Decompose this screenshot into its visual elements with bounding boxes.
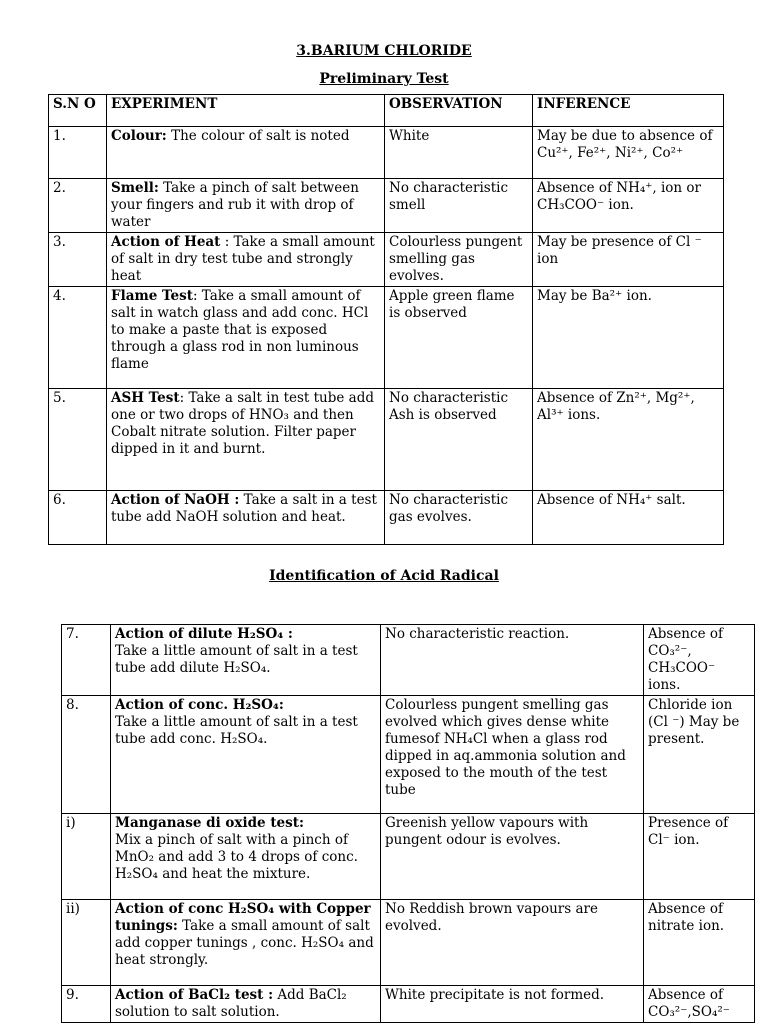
row-observation: White xyxy=(385,127,533,179)
row-observation: Colourless pungent smelling gas evolves. xyxy=(385,233,533,287)
experiment-name: Action of conc. H₂SO₄: xyxy=(115,697,284,713)
row-inference: Absence of CO₃²⁻,SO₄²⁻ xyxy=(644,986,755,1023)
experiment-name: Action of Heat xyxy=(111,234,221,250)
row-inference: May be presence of Cl ⁻ ion xyxy=(533,233,724,287)
row-observation: Greenish yellow vapours with pungent odour is evolves. xyxy=(381,814,644,900)
row-sno: 5. xyxy=(49,389,107,491)
row-experiment xyxy=(111,900,381,986)
experiment-name: Colour: xyxy=(111,128,167,144)
row-experiment xyxy=(111,696,381,814)
experiment-procedure: Take a pinch of salt between your fingers and rub it with drop of water xyxy=(111,180,359,230)
table-row xyxy=(49,179,724,233)
row-inference: Absence of CO₃²⁻, CH₃COO⁻ ions. xyxy=(644,625,755,696)
header-observation: OBSERVATION xyxy=(385,95,533,127)
row-experiment xyxy=(107,287,385,389)
experiment-procedure: The colour of salt is noted xyxy=(166,128,350,144)
row-sno: 1. xyxy=(49,127,107,179)
table-row xyxy=(49,127,724,179)
preliminary-test-table xyxy=(48,94,724,545)
row-experiment xyxy=(107,389,385,491)
table-row xyxy=(62,814,755,900)
header-inference: INFERENCE xyxy=(533,95,724,127)
experiment-procedure: : Take a small amount of salt in watch glass and add conc. HCl to make a paste that is exposed through a glass rod in non luminous flame xyxy=(111,288,369,372)
experiment-name: Manganase di oxide test: xyxy=(115,815,304,831)
experiment-name: Flame Test xyxy=(111,288,193,304)
row-inference: Presence of Cl⁻ ion. xyxy=(644,814,755,900)
table-row xyxy=(62,900,755,986)
header-experiment: EXPERIMENT xyxy=(107,95,385,127)
row-experiment xyxy=(107,233,385,287)
table-row xyxy=(49,491,724,545)
row-experiment xyxy=(111,986,381,1023)
acid-radical-table xyxy=(61,624,755,1023)
experiment-procedure: Take a little amount of salt in a test tube add conc. H₂SO₄. xyxy=(115,714,358,747)
experiment-procedure: Add BaCl₂ solution to salt solution. xyxy=(115,987,347,1020)
row-sno: 3. xyxy=(49,233,107,287)
row-sno: 8. xyxy=(62,696,111,814)
row-observation: No Reddish brown vapours are evolved. xyxy=(381,900,644,986)
row-experiment xyxy=(107,491,385,545)
row-inference: Absence of nitrate ion. xyxy=(644,900,755,986)
row-observation: Colourless pungent smelling gas evolved which gives dense white fumesof NH₄Cl when a glass rod dipped in aq.ammonia solution and exposed to the mouth of the test tube xyxy=(381,696,644,814)
row-sno: i) xyxy=(62,814,111,900)
experiment-procedure: Take a little amount of salt in a test tube add dilute H₂SO₄. xyxy=(115,643,358,676)
row-inference: Absence of Zn²⁺, Mg²⁺, Al³⁺ ions. xyxy=(533,389,724,491)
row-inference: Chloride ion (Cl ⁻) May be present. xyxy=(644,696,755,814)
row-sno: ii) xyxy=(62,900,111,986)
row-inference: Absence of NH₄⁺, ion or CH₃COO⁻ ion. xyxy=(533,179,724,233)
row-sno: 2. xyxy=(49,179,107,233)
row-inference: May be due to absence of Cu²⁺, Fe²⁺, Ni²⁺, Co²⁺ xyxy=(533,127,724,179)
table-row xyxy=(62,696,755,814)
row-observation: No characteristic smell xyxy=(385,179,533,233)
experiment-procedure: Take a salt in a test tube add NaOH solution and heat. xyxy=(111,492,377,525)
experiment-name: Action of conc H₂SO₄ with Copper tunings: xyxy=(115,901,371,934)
row-sno: 6. xyxy=(49,491,107,545)
section-title-acid-radical: Identification of Acid Radical xyxy=(269,568,499,584)
table-row xyxy=(49,389,724,491)
table-row xyxy=(49,287,724,389)
header-sno: S.N O xyxy=(49,95,107,127)
row-experiment xyxy=(107,127,385,179)
row-inference: May be Ba²⁺ ion. xyxy=(533,287,724,389)
row-observation: White precipitate is not formed. xyxy=(381,986,644,1023)
experiment-name: Action of BaCl₂ test : xyxy=(115,987,274,1003)
row-observation: No characteristic reaction. xyxy=(381,625,644,696)
row-experiment xyxy=(107,179,385,233)
section-title-preliminary: Preliminary Test xyxy=(319,71,449,87)
experiment-name: ASH Test xyxy=(111,390,180,406)
table-header-row xyxy=(49,95,724,127)
row-experiment xyxy=(111,625,381,696)
row-observation: No characteristic Ash is observed xyxy=(385,389,533,491)
experiment-name: Action of dilute H₂SO₄ : xyxy=(115,626,293,642)
row-observation: No characteristic gas evolves. xyxy=(385,491,533,545)
table-row xyxy=(62,625,755,696)
row-experiment xyxy=(111,814,381,900)
experiment-procedure: Mix a pinch of salt with a pinch of MnO₂ and add 3 to 4 drops of conc. H₂SO₄ and heat the mixture. xyxy=(115,832,358,882)
table-row xyxy=(62,986,755,1023)
row-sno: 4. xyxy=(49,287,107,389)
row-sno: 9. xyxy=(62,986,111,1023)
page-title: 3.BARIUM CHLORIDE xyxy=(296,43,472,59)
experiment-name: Smell: xyxy=(111,180,159,196)
experiment-procedure: : Take a salt in test tube add one or two drops of HNO₃ and then Cobalt nitrate solution. Filter paper dipped in it and burnt. xyxy=(111,390,375,457)
experiment-procedure: : Take a small amount of salt in dry test tube and strongly heat xyxy=(111,234,375,284)
experiment-procedure: Take a small amount of salt add copper tunings , conc. H₂SO₄ and heat strongly. xyxy=(115,918,374,968)
row-sno: 7. xyxy=(62,625,111,696)
experiment-name: Action of NaOH : xyxy=(111,492,240,508)
row-observation: Apple green flame is observed xyxy=(385,287,533,389)
table-row xyxy=(49,233,724,287)
row-inference: Absence of NH₄⁺ salt. xyxy=(533,491,724,545)
